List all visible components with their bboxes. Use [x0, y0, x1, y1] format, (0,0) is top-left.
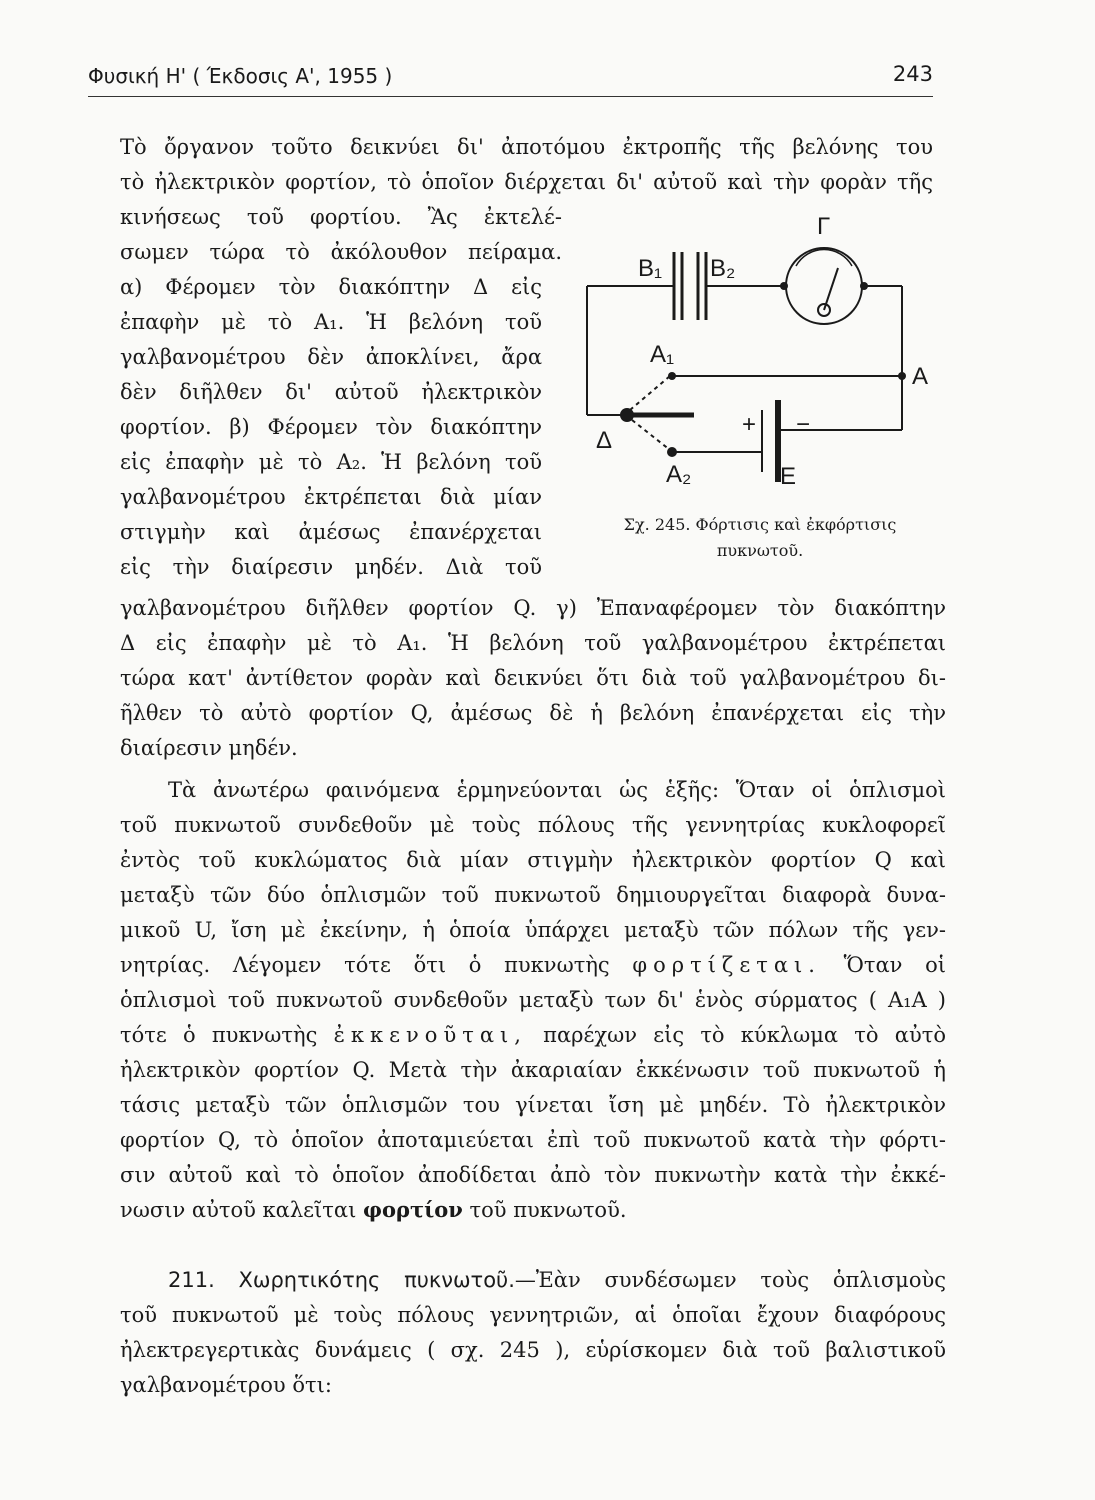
text-line — [120, 950, 946, 980]
text-line: διαίρεσιν μηδέν. — [120, 736, 298, 760]
text-line: τώρα κατ' ἀντίθετον φορὰν καὶ δεικνύει ὅτι διὰ τοῦ γαλβανομέτρου δι- — [120, 666, 946, 690]
page-header — [88, 62, 933, 97]
figure-caption-cont: πυκνωτοῦ. — [716, 541, 804, 560]
label-e: E — [780, 463, 797, 490]
text-line: Δ εἰς ἐπαφὴν μὲ τὸ Α₁. Ἡ βελόνη τοῦ γαλβανομέτρου ἐκτρέπεται — [120, 631, 946, 655]
switch-path — [632, 420, 670, 450]
label-delta: Δ — [596, 427, 613, 454]
galvanometer — [786, 248, 862, 324]
text-line: δὲν διῆλθεν δι' αὐτοῦ ἠλεκτρικὸν — [120, 380, 542, 404]
terminal — [780, 282, 788, 290]
figure-caption: Σχ. 245. Φόρτισις καὶ ἐκφόρτισις — [623, 515, 897, 534]
bold-term: φορτίον — [363, 1197, 463, 1222]
text-line: γαλβανομέτρου ὅτι: — [120, 1373, 332, 1397]
text-line: α) Φέρομεν τὸν διακόπτην Δ εἰς — [120, 275, 542, 299]
label-gamma: Γ — [817, 213, 831, 240]
text-segment: —Ἐὰν συνδέσωμεν τοὺς ὁπλισμοὺς — [514, 1268, 946, 1292]
label-b1: B₁ — [638, 255, 663, 282]
text-line: φορτίον. β) Φέρομεν τὸν διακόπτην — [120, 415, 542, 439]
section-heading: 211. Χωρητικότης πυκνωτοῦ. — [168, 1268, 515, 1292]
text-line: σιν αὐτοῦ καὶ τὸ ὁποῖον ἀποδίδεται ἀπὸ τὸν πυκνωτὴν κατὰ τὴν ἐκκέ- — [120, 1163, 946, 1187]
text-line: ἐπαφὴν μὲ τὸ Α₁. Ἡ βελόνη τοῦ — [120, 310, 542, 334]
switch-path — [630, 376, 670, 410]
text-line: γαλβανομέτρου δὲν ἀποκλίνει, ἄρα — [120, 345, 542, 369]
label-minus: − — [796, 411, 811, 438]
label-b2: B₂ — [710, 255, 736, 282]
galvanometer-scale — [796, 249, 852, 266]
text-segment: τοῦ πυκνωτοῦ. — [469, 1198, 627, 1222]
label-a1: A₁ — [650, 341, 675, 368]
text-segment: Ὅταν οἱ — [843, 953, 947, 977]
text-line: ἠλεκτρεγερτικὰς δυνάμεις ( σχ. 245 ), εὑρίσκομεν διὰ τοῦ βαλιστικοῦ — [120, 1338, 946, 1362]
text-segment: νωσιν αὐτοῦ καλεῖται — [120, 1198, 357, 1222]
text-line: τάσις μεταξὺ τῶν ὁπλισμῶν του γίνεται ἴση μὲ μηδέν. Τὸ ἠλεκτρικὸν — [120, 1093, 946, 1117]
contact-a1 — [668, 372, 676, 380]
text-line: γαλβανομέτρου διῆλθεν φορτίον Q. γ) Ἐπαναφέρομεν τὸν διακόπτην — [120, 596, 946, 620]
switch-pivot — [620, 408, 634, 422]
contact-a2 — [667, 447, 677, 457]
paragraph-first-line: Τὰ ἀνωτέρω φαινόμενα ἑρμηνεύονται ὡς ἑξῆς: Ὅταν οἱ ὁπλισμοὶ — [168, 778, 946, 802]
label-a2: A₂ — [666, 461, 692, 488]
text-line: Τὸ ὄργανον τοῦτο δεικνύει δι' ἀποτόμου ἐκτροπῆς τῆς βελόνης του — [120, 135, 933, 159]
text-line: μεταξὺ τῶν δύο ὁπλισμῶν τοῦ πυκνωτοῦ δημιουργεῖται διαφορὰ δυνα- — [120, 883, 946, 907]
text-line: γαλβανομέτρου ἐκτρέπεται διὰ μίαν — [120, 485, 542, 509]
text-line: εἰς τὴν διαίρεσιν μηδέν. Διὰ τοῦ — [120, 555, 542, 579]
terminal — [860, 282, 868, 290]
section-first-line — [168, 1265, 946, 1295]
text-line: φορτίον Q, τὸ ὁποῖον ἀποταμιεύεται ἐπὶ τοῦ πυκνωτοῦ κατὰ τὴν φόρτι- — [120, 1128, 946, 1152]
text-line: τὸ ἠλεκτρικὸν φορτίον, τὸ ὁποῖον διέρχεται δι' αὐτοῦ καὶ τὴν φορὰν τῆς — [120, 170, 933, 194]
label-a: A — [912, 363, 929, 390]
text-line — [120, 1195, 627, 1225]
text-line: μικοῦ U, ἴση μὲ ἐκείνην, ἡ ὁποία ὑπάρχει μεταξὺ τῶν πόλων τῆς γεν- — [120, 918, 946, 942]
label-plus: + — [742, 411, 757, 438]
running-title: Φυσική Η' ( Έκδοσις Α', 1955 ) — [88, 64, 393, 88]
text-line: κινήσεως τοῦ φορτίου. Ἂς ἐκτελέ- — [120, 205, 562, 229]
circuit-diagram — [582, 210, 937, 510]
text-line: ἠλεκτρικὸν φορτίον Q. Μετὰ τὴν ἀκαριαίαν ἐκκένωσιν τοῦ πυκνωτοῦ ἡ — [120, 1058, 946, 1082]
text-line — [120, 1020, 946, 1050]
text-line: στιγμὴν καὶ ἀμέσως ἐπανέρχεται — [120, 520, 542, 544]
text-segment: τότε ὁ πυκνωτὴς — [120, 1023, 318, 1047]
text-line: ῆλθεν τὸ αὐτὸ φορτίον Q, ἀμέσως δὲ ἡ βελόνη ἐπανέρχεται εἰς τὴν — [120, 701, 946, 725]
junction-a — [898, 372, 906, 380]
page-number: 243 — [892, 62, 933, 86]
text-line: τοῦ πυκνωτοῦ συνδεθοῦν μὲ τοὺς πόλους τῆς γεννητρίας κυκλοφορεῖ — [120, 813, 946, 837]
text-line: τοῦ πυκνωτοῦ μὲ τοὺς πόλους γεννητριῶν, αἱ ὁποῖαι ἔχουν διαφόρους — [120, 1303, 946, 1327]
spaced-emphasis: ἐκκενοῦται, — [333, 1023, 527, 1047]
text-segment: παρέχων εἰς τὸ κύκλωμα τὸ αὐτὸ — [543, 1023, 946, 1047]
text-segment: νητρίας. Λέγομεν τότε ὅτι ὁ πυκνωτὴς — [120, 953, 610, 977]
text-line: εἰς ἐπαφὴν μὲ τὸ Α₂. Ἡ βελόνη τοῦ — [120, 450, 542, 474]
text-line: ἐντὸς τοῦ κυκλώματος διὰ μίαν στιγμὴν ἠλεκτρικὸν φορτίον Q καὶ — [120, 848, 946, 872]
text-line: ὁπλισμοὶ τοῦ πυκνωτοῦ συνδεθοῦν μεταξὺ των δι' ἑνὸς σύρματος ( Α₁Α ) — [120, 988, 946, 1012]
text-line: σωμεν τώρα τὸ ἀκόλουθον πείραμα. — [120, 240, 562, 264]
spaced-emphasis: φορτίζεται. — [632, 953, 821, 977]
